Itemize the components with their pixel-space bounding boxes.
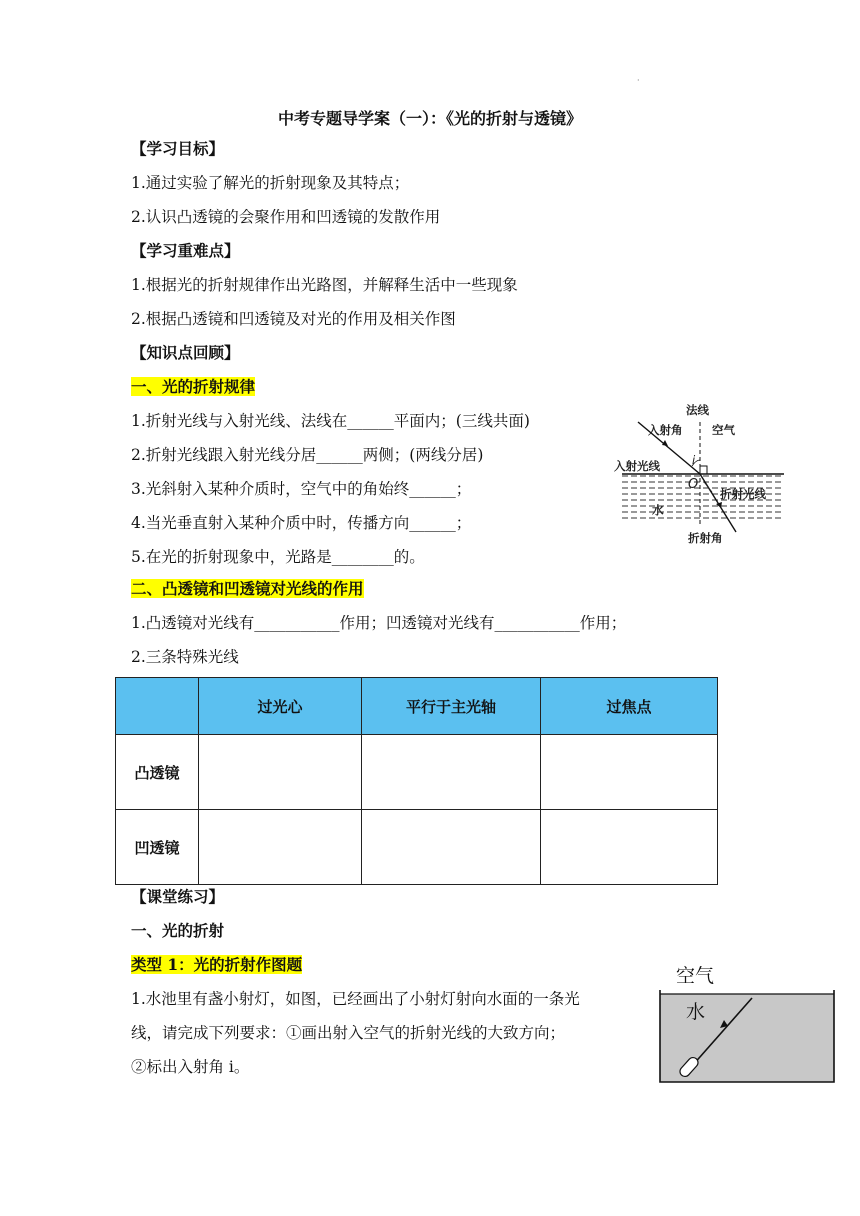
type-label: 类型 1：光的折射作图题 [131, 955, 303, 974]
pool-diagram [650, 958, 846, 1090]
lens-item-2: 2.三条特殊光线 [131, 648, 239, 666]
page-title: 中考专题导学案（一）：《光的折射与透镜》 [277, 109, 582, 128]
right-angle-mark [700, 466, 707, 474]
practice-heading: 【课堂练习】 [131, 887, 225, 906]
goals-heading: 【学习目标】 [131, 139, 225, 158]
refracted-ray [700, 474, 736, 532]
refraction-angle-label: 折射角 [688, 531, 723, 545]
cell-concave-parallel[interactable] [362, 810, 541, 885]
question-line-1: 1.水池里有盏小射灯，如图，已经画出了小射灯射向水面的一条光 [131, 990, 580, 1008]
row-convex-lens: 凸透镜 [116, 735, 199, 810]
cell-convex-center[interactable] [199, 735, 362, 810]
refraction-diagram [608, 396, 794, 552]
key-point-2: 2.根据凸透镜和凹透镜及对光的作用及相关作图 [131, 310, 456, 328]
incident-ray-label: 入射光线 [614, 459, 660, 473]
header-empty [116, 678, 199, 735]
refracted-arrow [716, 502, 722, 508]
water-label: 水 [652, 503, 664, 517]
header-parallel-axis: 平行于主光轴 [362, 678, 541, 735]
row-concave-lens: 凹透镜 [116, 810, 199, 885]
angle-i-label: i [692, 453, 696, 467]
cell-concave-center[interactable] [199, 810, 362, 885]
cell-convex-focus[interactable] [541, 735, 718, 810]
lens-item-1: 1.凸透镜对光线有___________作用；凹透镜对光线有___________作用； [131, 614, 627, 632]
section-refraction-law: 一、光的折射规律 [131, 377, 256, 396]
practice-section: 一、光的折射 [131, 921, 225, 940]
goal-item-2: 2.认识凸透镜的会聚作用和凹透镜的发散作用 [131, 208, 441, 226]
air-label: 空气 [712, 423, 735, 437]
key-point-1: 1.根据光的折射规律作出光路图，并解释生活中一些现象 [131, 276, 518, 294]
law-item-4: 4.当光垂直射入某种介质中时，传播方向______； [131, 514, 472, 532]
review-heading: 【知识点回顾】 [131, 343, 240, 362]
section-lens-effect: 二、凸透镜和凹透镜对光线的作用 [131, 579, 364, 598]
normal-label: 法线 [686, 403, 709, 417]
question-line-2: 线，请完成下列要求：①画出射入空气的折射光线的大致方向； [131, 1024, 566, 1042]
point-o-label: O [688, 477, 699, 492]
cell-convex-parallel[interactable] [362, 735, 541, 810]
cell-concave-focus[interactable] [541, 810, 718, 885]
law-item-5: 5.在光的折射现象中，光路是________的。 [131, 548, 425, 566]
refracted-ray-label: 折射光线 [720, 487, 766, 501]
goal-item-1: 1.通过实验了解光的折射现象及其特点； [131, 174, 410, 192]
special-rays-table [115, 677, 718, 885]
question-line-3: ②标出入射角 i。 [131, 1058, 250, 1076]
refracted-label-pointer [704, 482, 712, 492]
header-through-optical-center: 过光心 [199, 678, 362, 735]
key-points-heading: 【学习重难点】 [131, 241, 240, 260]
pool-water-label: 水 [686, 1001, 706, 1023]
law-item-3: 3.光斜射入某种介质时，空气中的角始终______； [131, 480, 472, 498]
corner-mark: · [637, 76, 640, 85]
incident-angle-label: 入射角 [648, 423, 683, 437]
law-item-1: 1.折射光线与入射光线、法线在______平面内；(三线共面) [131, 412, 530, 430]
header-through-focus: 过焦点 [541, 678, 718, 735]
pool-air-label: 空气 [676, 965, 715, 987]
law-item-2: 2.折射光线跟入射光线分居______两侧；(两线分居) [131, 446, 484, 464]
